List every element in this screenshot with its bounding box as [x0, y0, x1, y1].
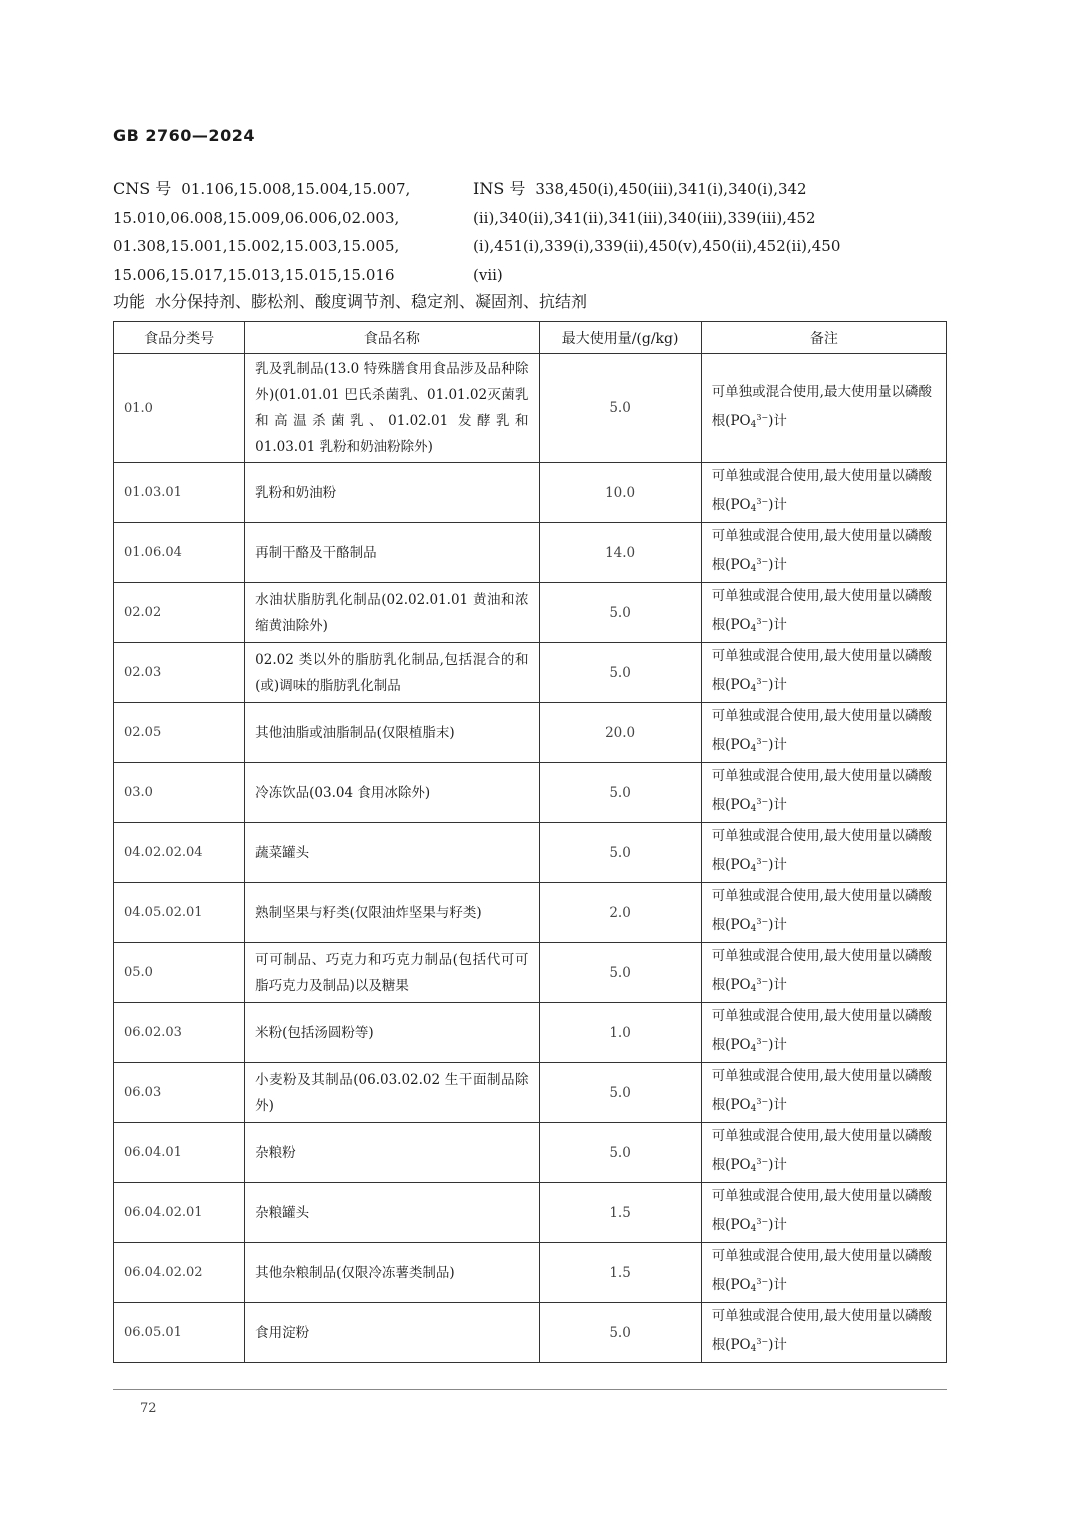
cell-food-name: 米粉(包括汤圆粉等)	[245, 1003, 539, 1063]
document-code: GB 2760—2024	[113, 126, 255, 145]
table-row	[114, 1063, 947, 1123]
cell-remark	[701, 1003, 946, 1063]
remark-superscript: 3−	[756, 677, 769, 686]
footer-divider	[113, 1389, 947, 1390]
cell-max-amount: 20.0	[539, 703, 701, 763]
header-remark: 备注	[701, 322, 946, 354]
remark-superscript: 3−	[756, 1277, 769, 1286]
cell-max-amount: 5.0	[539, 1303, 701, 1363]
cell-remark	[701, 823, 946, 883]
cell-category-code: 02.03	[114, 643, 245, 703]
header-max-amount: 最大使用量/(g/kg)	[539, 322, 701, 354]
cell-max-amount: 1.5	[539, 1183, 701, 1243]
ins-line: (vii)	[473, 265, 503, 284]
table-row	[114, 703, 947, 763]
table-row	[114, 1303, 947, 1363]
remark-superscript: 3−	[756, 497, 769, 506]
ins-label: INS 号	[473, 179, 526, 198]
remark-superscript: 3−	[756, 412, 769, 422]
table-row	[114, 1123, 947, 1183]
remark-subscript: 4	[750, 924, 757, 934]
remark-subscript: 4	[750, 864, 757, 874]
cell-category-code: 06.04.01	[114, 1123, 245, 1183]
cell-category-code: 04.05.02.01	[114, 883, 245, 943]
cell-max-amount: 5.0	[539, 823, 701, 883]
cell-food-name: 可可制品、巧克力和巧克力制品(包括代可可脂巧克力及制品)以及糖果	[245, 943, 539, 1003]
remark-text: 可单独或混合使用,最大使用量以磷酸根(PO	[711, 1308, 932, 1353]
cell-remark	[701, 1303, 946, 1363]
remark-suffix: )计	[768, 857, 787, 873]
header-category-code: 食品分类号	[114, 322, 245, 354]
table-row	[114, 883, 947, 943]
cell-food-name: 蔬菜罐头	[245, 823, 539, 883]
remark-text: 可单独或混合使用,最大使用量以磷酸根(PO	[711, 648, 932, 693]
remark-text: 可单独或混合使用,最大使用量以磷酸根(PO	[711, 768, 932, 813]
cell-remark	[701, 523, 946, 583]
ins-line	[473, 175, 953, 204]
remark-subscript: 4	[750, 984, 757, 994]
cell-category-code: 02.05	[114, 703, 245, 763]
remark-text: 可单独或混合使用,最大使用量以磷酸根(PO	[711, 468, 932, 513]
cell-category-code: 05.0	[114, 943, 245, 1003]
function-label: 功能	[113, 292, 146, 311]
cns-block	[113, 175, 471, 289]
cns-line: 15.006,15.017,15.013,15.015,15.016	[113, 265, 395, 284]
remark-superscript: 3−	[756, 1217, 769, 1226]
remark-text: 可单独或混合使用,最大使用量以磷酸根(PO	[711, 1068, 932, 1113]
remark-suffix: )计	[768, 1037, 787, 1053]
cns-line	[113, 175, 471, 204]
cell-max-amount: 5.0	[539, 354, 701, 463]
cns-value: 01.106,15.008,15.004,15.007,	[181, 180, 411, 198]
cns-line: 01.308,15.001,15.002,15.003,15.005,	[113, 237, 400, 255]
usage-table	[113, 321, 947, 1363]
cell-food-name: 小麦粉及其制品(06.03.02.02 生干面制品除外)	[245, 1063, 539, 1123]
remark-text: 可单独或混合使用,最大使用量以磷酸根(PO	[711, 1188, 932, 1233]
cell-remark	[701, 643, 946, 703]
remark-suffix: )计	[768, 677, 787, 693]
remark-superscript: 3−	[756, 917, 769, 926]
remark-text: 可单独或混合使用,最大使用量以磷酸根(PO	[711, 588, 932, 633]
cell-category-code: 06.02.03	[114, 1003, 245, 1063]
cell-max-amount: 14.0	[539, 523, 701, 583]
cell-max-amount: 5.0	[539, 583, 701, 643]
cell-category-code: 06.03	[114, 1063, 245, 1123]
cns-line: 15.010,06.008,15.009,06.006,02.003,	[113, 208, 400, 227]
cns-label: CNS 号	[113, 179, 172, 198]
cell-food-name: 02.02 类以外的脂肪乳化制品,包括混合的和(或)调味的脂肪乳化制品	[245, 643, 539, 703]
cell-max-amount: 5.0	[539, 763, 701, 823]
ins-block	[473, 175, 953, 289]
remark-text: 可单独或混合使用,最大使用量以磷酸根(PO	[711, 528, 932, 573]
cell-food-name: 熟制坚果与籽类(仅限油炸坚果与籽类)	[245, 883, 539, 943]
remark-superscript: 3−	[756, 617, 769, 626]
page-number: 72	[140, 1401, 157, 1416]
cell-food-name: 乳及乳制品(13.0 特殊膳食用食品涉及品种除外)(01.01.01 巴氏杀菌乳、01.01.02灭菌乳和高温杀菌乳、01.02.01 发酵乳和 01.03.01 乳粉和奶油粉除外)	[245, 354, 539, 463]
cell-max-amount: 1.5	[539, 1243, 701, 1303]
cell-remark	[701, 1243, 946, 1303]
remark-suffix: )计	[768, 1277, 787, 1293]
ins-value: 338,450(i),450(iii),341(i),340(i),342	[535, 180, 807, 198]
remark-suffix: )计	[768, 977, 787, 993]
remark-suffix: )计	[768, 1217, 787, 1233]
cell-max-amount: 2.0	[539, 883, 701, 943]
cell-category-code: 03.0	[114, 763, 245, 823]
cell-remark	[701, 883, 946, 943]
table-row	[114, 523, 947, 583]
cell-category-code: 04.02.02.04	[114, 823, 245, 883]
cell-category-code: 01.0	[114, 354, 245, 463]
cell-category-code: 01.03.01	[114, 463, 245, 523]
table-row	[114, 943, 947, 1003]
remark-subscript: 4	[750, 419, 757, 430]
remark-superscript: 3−	[756, 857, 769, 866]
table-row	[114, 1243, 947, 1303]
remark-suffix: )计	[768, 557, 787, 573]
cell-category-code: 06.04.02.02	[114, 1243, 245, 1303]
remark-suffix: )计	[768, 617, 787, 633]
cell-food-name: 再制干酪及干酪制品	[245, 523, 539, 583]
ins-line: (ii),340(ii),341(ii),341(iii),340(iii),339(iii),452	[473, 208, 816, 227]
cell-max-amount: 1.0	[539, 1003, 701, 1063]
cell-category-code: 01.06.04	[114, 523, 245, 583]
remark-subscript: 4	[750, 624, 757, 634]
cell-max-amount: 5.0	[539, 1063, 701, 1123]
cell-category-code: 06.05.01	[114, 1303, 245, 1363]
remark-text: 可单独或混合使用,最大使用量以磷酸根(PO	[711, 1248, 932, 1293]
table-row	[114, 823, 947, 883]
cell-remark	[701, 703, 946, 763]
remark-subscript: 4	[750, 1044, 757, 1054]
remark-text: 可单独或混合使用,最大使用量以磷酸根(PO	[711, 948, 932, 993]
remark-subscript: 4	[750, 684, 757, 694]
remark-superscript: 3−	[756, 1337, 769, 1346]
remark-superscript: 3−	[756, 977, 769, 986]
cell-food-name: 其他油脂或油脂制品(仅限植脂末)	[245, 703, 539, 763]
table-row	[114, 1003, 947, 1063]
cell-remark	[701, 1123, 946, 1183]
cell-food-name: 杂粮粉	[245, 1123, 539, 1183]
cell-remark	[701, 1063, 946, 1123]
table-row	[114, 643, 947, 703]
remark-text: 可单独或混合使用,最大使用量以磷酸根(PO	[711, 708, 932, 753]
remark-suffix: )计	[768, 917, 787, 933]
cell-remark	[701, 463, 946, 523]
remark-suffix: )计	[768, 1097, 787, 1113]
cell-remark	[701, 354, 946, 463]
remark-superscript: 3−	[756, 797, 769, 806]
remark-subscript: 4	[750, 1104, 757, 1114]
cell-remark	[701, 943, 946, 1003]
cell-food-name: 杂粮罐头	[245, 1183, 539, 1243]
remark-superscript: 3−	[756, 737, 769, 746]
ins-line: (i),451(i),339(i),339(ii),450(v),450(ii),452(ii),450	[473, 237, 841, 255]
cell-max-amount: 5.0	[539, 943, 701, 1003]
remark-subscript: 4	[750, 744, 757, 754]
remark-suffix: )计	[768, 497, 787, 513]
remark-text: 可单独或混合使用,最大使用量以磷酸根(PO	[711, 888, 932, 933]
remark-text: 可单独或混合使用,最大使用量以磷酸根(PO	[711, 383, 932, 429]
function-line	[113, 289, 587, 312]
cell-food-name: 乳粉和奶油粉	[245, 463, 539, 523]
remark-subscript: 4	[750, 564, 757, 574]
remark-suffix: )计	[768, 1157, 787, 1173]
remark-suffix: )计	[768, 797, 787, 813]
table-row	[114, 1183, 947, 1243]
table-header-row	[114, 322, 947, 354]
cell-remark	[701, 763, 946, 823]
remark-subscript: 4	[750, 1164, 757, 1174]
remark-subscript: 4	[750, 804, 757, 814]
remark-subscript: 4	[750, 1224, 757, 1234]
remark-superscript: 3−	[756, 1097, 769, 1106]
cell-category-code: 02.02	[114, 583, 245, 643]
remark-subscript: 4	[750, 504, 757, 514]
function-text: 水分保持剂、膨松剂、酸度调节剂、稳定剂、凝固剂、抗结剂	[155, 292, 588, 311]
cell-food-name: 食用淀粉	[245, 1303, 539, 1363]
cell-food-name: 其他杂粮制品(仅限冷冻薯类制品)	[245, 1243, 539, 1303]
remark-suffix: )计	[768, 1337, 787, 1353]
table-body	[114, 354, 947, 1363]
cell-category-code: 06.04.02.01	[114, 1183, 245, 1243]
cell-remark	[701, 583, 946, 643]
cell-max-amount: 5.0	[539, 643, 701, 703]
remark-text: 可单独或混合使用,最大使用量以磷酸根(PO	[711, 828, 932, 873]
remark-superscript: 3−	[756, 1037, 769, 1046]
cell-max-amount: 5.0	[539, 1123, 701, 1183]
table-row	[114, 763, 947, 823]
header-food-name: 食品名称	[245, 322, 539, 354]
remark-superscript: 3−	[756, 557, 769, 566]
remark-suffix: )计	[768, 412, 787, 429]
remark-subscript: 4	[750, 1284, 757, 1294]
table-row	[114, 583, 947, 643]
cell-max-amount: 10.0	[539, 463, 701, 523]
table-row	[114, 463, 947, 523]
remark-text: 可单独或混合使用,最大使用量以磷酸根(PO	[711, 1128, 932, 1173]
cell-remark	[701, 1183, 946, 1243]
table-row	[114, 354, 947, 463]
remark-subscript: 4	[750, 1344, 757, 1354]
cell-food-name: 水油状脂肪乳化制品(02.02.01.01 黄油和浓缩黄油除外)	[245, 583, 539, 643]
remark-suffix: )计	[768, 737, 787, 753]
remark-text: 可单独或混合使用,最大使用量以磷酸根(PO	[711, 1008, 932, 1053]
cell-food-name: 冷冻饮品(03.04 食用冰除外)	[245, 763, 539, 823]
remark-superscript: 3−	[756, 1157, 769, 1166]
